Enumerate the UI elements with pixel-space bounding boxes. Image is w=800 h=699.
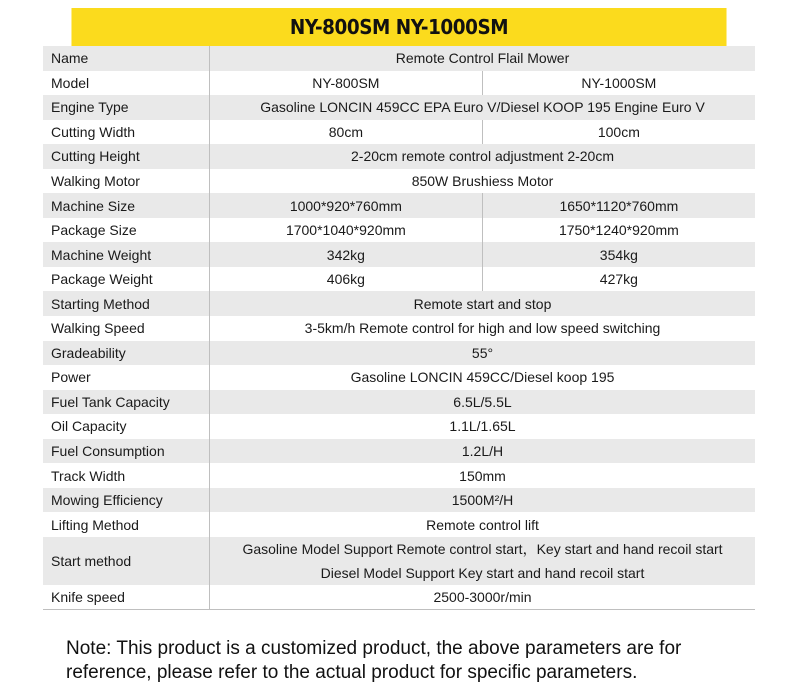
table-row [43,316,755,341]
row-label: Machine Size [43,193,210,218]
row-label: Track Width [43,463,210,488]
row-label: Package Size [43,218,210,243]
row-value-model-2: 427kg [599,271,638,288]
row-label: Gradeability [43,341,210,366]
row-label: Lifting Method [43,512,210,537]
table-row [43,537,755,585]
row-value-model-2: 1650*1120*760mm [482,193,755,218]
table-row [43,193,755,218]
row-label: Walking Speed [43,316,210,341]
row-label: Fuel Tank Capacity [43,390,210,415]
row-label: Starting Method [43,291,210,316]
table-row [43,414,755,439]
row-value-model-2: 100cm [597,123,640,140]
row-value-model-1: 80cm [210,120,483,145]
row-value-model-2: 354kg [482,242,755,267]
table-row [43,341,755,366]
row-label: Engine Type [43,95,210,120]
table-row [43,365,755,390]
row-label: Cutting Width [43,120,210,145]
row-value: Remote Control Flail Mower [210,46,756,71]
row-value-line-2: Diesel Model Support Key start and hand recoil start [320,564,645,581]
row-value [210,537,756,585]
row-value: 2500-3000r/min [210,585,756,610]
spec-sheet [43,8,755,610]
row-label: Start method [43,537,210,585]
row-value: 2-20cm remote control adjustment 2-20cm [210,144,756,169]
note-text: Note: This product is a customized product, the above parameters are for reference, please refer to the actual product for specific parameters. [66,638,682,683]
table-row [43,291,755,316]
row-value: Gasoline LONCIN 459CC EPA Euro V/Diesel KOOP 195 Engine Euro V [210,95,756,120]
table-row [43,144,755,169]
table-row [43,267,755,292]
row-label: Power [43,365,210,390]
row-label: Fuel Consumption [43,439,210,464]
row-label: Name [43,46,210,71]
table-row [43,463,755,488]
row-value: 1500M²/H [210,488,756,513]
row-value-line-1: Gasoline Model Support Remote control start，Key start and hand recoil start [242,540,723,557]
table-row [43,585,755,610]
row-value: Remote control lift [426,516,539,533]
row-value: 1.2L/H [210,439,756,464]
row-value-model-2: NY-1000SM [581,74,657,91]
page-title: NY-800SM NY-1000SM [71,8,726,46]
table-row [43,120,755,145]
row-value: Remote start and stop [210,291,756,316]
row-label: Machine Weight [43,242,210,267]
row-value-model-1: 342kg [210,242,483,267]
row-value-model-2: 1750*1240*920mm [558,222,679,239]
row-value: 150mm [459,467,506,484]
row-value-model-1: 1700*1040*920mm [210,218,483,243]
row-label: Model [43,71,210,96]
row-label: Package Weight [43,267,210,292]
row-value: 55° [210,341,756,366]
table-row [43,439,755,464]
table-row [43,390,755,415]
table-row [43,95,755,120]
row-value: 1.1L/1.65L [449,418,516,435]
table-row [43,218,755,243]
table-row [43,488,755,513]
row-value-model-1: 406kg [210,267,483,292]
table-row [43,169,755,194]
table-row [43,71,755,96]
row-value: Gasoline LONCIN 459CC/Diesel koop 195 [350,369,615,386]
row-value: 6.5L/5.5L [210,390,756,415]
row-label: Oil Capacity [43,414,210,439]
row-value: 850W Brushiess Motor [411,173,554,189]
table-row [43,242,755,267]
row-label: Knife speed [43,585,210,610]
table-row [43,46,755,71]
row-label: Mowing Efficiency [43,488,210,513]
table-row [43,512,755,537]
spec-table [43,46,755,610]
row-value: 3-5km/h Remote control for high and low speed switching [304,320,661,337]
row-label: Walking Motor [43,169,210,194]
row-value-model-1: NY-800SM [210,71,483,96]
row-label: Cutting Height [43,144,210,169]
row-value-model-1: 1000*920*760mm [210,193,483,218]
